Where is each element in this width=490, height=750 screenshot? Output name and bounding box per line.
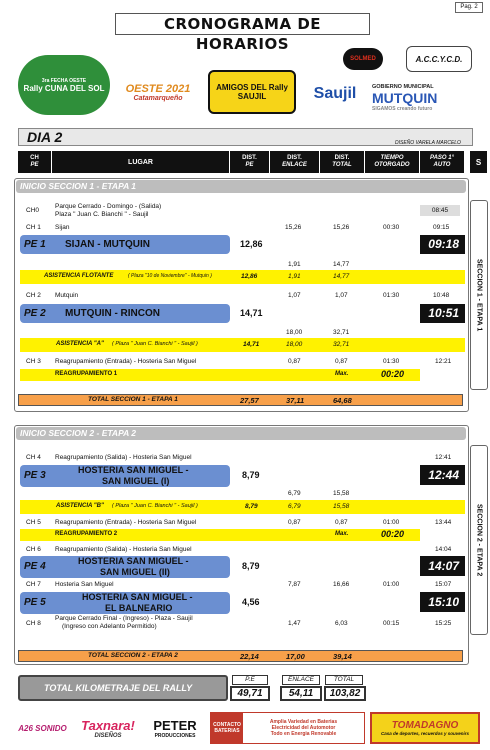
pe5-code: PE 5 [24,597,46,608]
asistencia-b-label: ASISTENCIA "B" [56,503,104,509]
total-section1-total: 64,68 [333,396,352,405]
asistencia-a-enlace: 18,00 [286,341,303,348]
section2-title: INICIO SECCION 2 - ETAPA 2 [16,427,466,440]
pe5-place-1: HOSTERIA SAN MIGUEL - [82,592,193,602]
ch6-place: Reagrupamiento (Salida) - Hosteria San Miguel [55,546,192,553]
ch5-total: 0,87 [335,519,348,526]
ch0-place-2: Plaza " Juan C. Bianchi " - Saujil [55,211,149,218]
asistencia-a-label: ASISTENCIA "A" [56,341,104,347]
asistencia-flotante-place: ( Plaza "10 de Noviembre" - Mutquin ) [128,273,212,279]
asistencia-b-pe: 8,79 [245,503,258,510]
ch1-place: Sijan [55,224,70,231]
ch7-enlace: 7,87 [288,581,301,588]
ch1-paso: 09:15 [433,224,450,231]
pe5-paso: 15:10 [420,592,465,612]
pe4-paso: 14:07 [420,556,465,576]
ch5-tiempo: 01:00 [383,519,400,526]
gobierno-text: GOBIERNO MUNICIPAL [372,84,434,90]
contacto-line2: Electricidad del Automotor [271,725,336,731]
header-dist-enlace-1: DIST. [287,155,302,161]
ch2-total: 1,07 [335,292,348,299]
asistencia-a-place: ( Plaza " Juan C. Bianchi " - Saujil ) [112,341,198,347]
ch0-code: CH0 [26,207,40,214]
rally-cuna-top: 3ra FECHA OESTE [41,77,87,84]
header-dist-enlace-2: ENLACE [282,162,307,168]
reagrupamiento1-tiempo: 00:20 [381,369,405,379]
pe1-paso: 09:18 [420,235,465,254]
header-tiempo-1: TIEMPO [380,155,404,161]
ch8-enlace: 1,47 [288,620,301,627]
ch1-tiempo: 00:30 [383,224,400,231]
contacto-info [243,719,364,737]
rally-cuna-name: Rally CUNA DEL SOL [23,83,105,93]
section1-side-label: SECCION 1 - ETAPA 1 [470,200,488,390]
header-dist-pe-1: DIST. [242,155,257,161]
header-dist-total-1: DIST. [334,155,350,161]
ch7-place: Hosteria San Miguel [55,581,114,588]
pe2-paso: 10:51 [420,304,465,323]
pe2-after-enlace: 18,00 [286,329,303,336]
total-section2-enlace: 17,00 [286,652,305,661]
ch4-code: CH 4 [26,454,41,461]
asistencia-a-pe: 14,71 [243,341,260,348]
reagrupamiento2-tiempo: 00:20 [381,529,405,539]
total-section2-pe: 22,14 [240,652,259,661]
pe5-dist: 4,56 [242,597,260,607]
tomadagno-sub: Casa de deportes, recuerdos y souvenirs [380,731,470,736]
ch4-paso: 12:41 [435,454,452,461]
ch2-code: CH 2 [26,292,41,299]
ch3-place: Reagrupamiento (Entrada) - Hosteria San Miguel [55,358,197,365]
contacto-logo [210,712,365,744]
ch2-tiempo: 01:30 [383,292,400,299]
ch1-total: 15,26 [333,224,350,231]
taxnara-logo [73,712,143,744]
total-section2-label: TOTAL SECCION 2 - ETAPA 2 [88,652,178,659]
page-number: Pag. 2 [455,2,483,13]
mutquin-text: MUTQUIN [372,90,438,106]
contacto-line1: Amplia Variedad en Baterias [269,719,338,725]
ch6-code: CH 6 [26,546,41,553]
header-paso [420,151,465,173]
grand-enlace-header: ENLACE [282,675,320,685]
ch8-place-2: (Ingreso con Adelanto Permitido) [62,623,157,630]
header-dist-enlace [270,151,320,173]
pe4-place-2: SAN MIGUEL (II) [100,567,170,577]
pe1-after-total: 14,77 [333,261,350,268]
acc-logo [406,46,472,72]
pe3-place-1: HOSTERIA SAN MIGUEL - [78,465,189,475]
reagrupamiento2-label: REAGRUPAMIENTO 2 [55,531,118,537]
peter-sub: PRODUCCIONES [154,732,196,739]
asistencia-b-total: 15,58 [333,503,350,510]
taxnara-sub: DISEÑOS [94,732,122,739]
pe3-place-2: SAN MIGUEL (I) [102,476,170,486]
header-s [470,151,488,173]
pe2-code: PE 2 [24,308,46,319]
ch3-enlace: 0,87 [288,358,301,365]
header-ch [18,151,52,173]
header-dist-pe-2: PE [245,162,254,168]
ch7-paso: 15:07 [435,581,452,588]
pe4-code: PE 4 [24,561,46,572]
pe5-place-2: EL BALNEARIO [105,603,173,613]
ch7-code: CH 7 [26,581,41,588]
header-paso-2: AUTO [433,162,451,168]
saujil-text: Saujil [313,85,357,102]
grand-pe-value: 49,71 [230,686,270,701]
asistencia-flotante-pe: 12,86 [241,273,258,280]
section1-title: INICIO SECCION 1 - ETAPA 1 [16,180,466,193]
peter-text: PETER [153,717,197,733]
pe3-code: PE 3 [24,470,46,481]
pe3-dist: 8,79 [242,470,260,480]
asistencia-b-enlace: 6,79 [288,503,301,510]
ch1-enlace: 15,26 [285,224,302,231]
reagrupamiento2-max: Max. [335,531,349,537]
asistencia-flotante-label: ASISTENCIA FLOTANTE [44,273,114,279]
asistencia-a-total: 32,71 [333,341,350,348]
rally-cuna-logo [18,55,110,115]
header-lugar-label: LUGAR [128,158,153,166]
grand-pe-header: P.E [232,675,268,685]
oeste-text: OESTE 2021 [125,82,191,95]
ch8-paso: 15:25 [435,620,452,627]
grand-total-label: TOTAL KILOMETRAJE DEL RALLY [44,683,193,693]
header-dist-total [320,151,365,173]
solmed-text: SOLMED [350,56,376,62]
tomadagno-text: TOMADAGNO [391,720,459,731]
a26-sonido-logo [15,712,70,744]
design-credit: DISEÑO VARELA MARCELO [395,140,461,146]
ch0-paso: 08:45 [420,205,460,216]
solmed-logo [343,48,383,70]
section2-side-label: SECCION 2 - ETAPA 2 [470,445,488,635]
amigos-rally-logo [208,70,296,114]
saujil-logo [305,76,365,112]
header-lugar [52,151,230,173]
ch7-total: 16,66 [333,581,350,588]
ch1-code: CH 1 [26,224,41,231]
ch3-tiempo: 01:30 [383,358,400,365]
ch7-tiempo: 01:00 [383,581,400,588]
peter-logo [145,712,205,744]
pe3-after-total: 15,58 [333,490,350,497]
total-section1-label: TOTAL SECCION 1 - ETAPA 1 [88,396,178,403]
header-pe-label: PE [30,162,39,168]
header-dist-pe [230,151,270,173]
header-ch-label: CH [30,155,39,161]
contacto-text: CONTACTO BATERIAS [213,722,241,734]
mutquin-logo [372,80,472,116]
ch2-paso: 10:48 [433,292,450,299]
ch5-enlace: 0,87 [288,519,301,526]
reagrupamiento1-max: Max. [335,371,349,377]
mutquin-sub: SIGAMOS creando futuro [372,106,433,112]
grand-total-header: TOTAL [325,675,363,685]
header-s-label: S [475,157,482,167]
total-section1-pe: 27,57 [240,396,259,405]
asistencia-flotante-enlace: 1,91 [288,273,301,280]
ch8-place-1: Parque Cerrado Final - (Ingreso) - Plaza - Saujil [55,615,193,622]
ch8-tiempo: 00:15 [383,620,400,627]
header-dist-total-2: TOTAL [332,162,352,168]
pe3-paso: 12:44 [420,465,465,485]
pe4-dist: 8,79 [242,561,260,571]
total-section1-enlace: 37,11 [286,396,305,405]
ch2-place: Mutquin [55,292,79,299]
ch3-code: CH 3 [26,358,41,365]
taxnara-text: Taxnara! [81,717,135,733]
day-banner: DIA 2 [18,128,473,146]
a26-text: A26 SONIDO [18,723,67,733]
ch5-paso: 13:44 [435,519,452,526]
contacto-line3: Todo en Energia Renovable [270,731,337,737]
pe3-after-enlace: 6,79 [288,490,301,497]
ch2-enlace: 1,07 [288,292,301,299]
ch8-code: CH 8 [26,620,41,627]
pe4-place-1: HOSTERIA SAN MIGUEL - [78,556,189,566]
ch4-place: Reagrupamiento (Salida) - Hosteria San Miguel [55,454,192,461]
ch3-total: 0,87 [335,358,348,365]
asistencia-b-place: ( Plaza " Juan C. Bianchi " - Saujil ) [112,503,198,509]
grand-enlace-value: 54,11 [280,686,322,701]
page-title: CRONOGRAMA DE HORARIOS [115,13,370,35]
pe2-place: MUTQUIN - RINCON [65,308,160,319]
pe2-dist: 14,71 [240,308,263,318]
ch3-paso: 12:21 [435,358,452,365]
grand-total-value: 103,82 [324,686,366,701]
ch0-place-1: Parque Cerrado - Domingo - (Salida) [55,203,162,210]
oeste-sub: Catamarqueño [133,94,183,102]
ch5-place: Reagrupamiento (Entrada) - Hosteria San Miguel [55,519,197,526]
oeste-logo [118,68,198,116]
contacto-badge [211,713,243,743]
header-paso-1: PASO 1° [430,155,454,161]
reagrupamiento1-label: REAGRUPAMIENTO 1 [55,371,118,377]
ch8-total: 6,03 [335,620,348,627]
pe1-place: SIJAN - MUTQUIN [65,239,150,250]
pe1-after-enlace: 1,91 [288,261,301,268]
pe1-dist: 12,86 [240,239,263,249]
ch6-paso: 14:04 [435,546,452,553]
amigos-text: AMIGOS DEL Rally SAUJIL [216,83,288,101]
pe1-code: PE 1 [24,239,46,250]
ch5-code: CH 5 [26,519,41,526]
total-section2-total: 39,14 [333,652,352,661]
tomadagno-logo [370,712,480,744]
header-tiempo [365,151,420,173]
asistencia-flotante-total: 14,77 [333,273,350,280]
pe2-after-total: 32,71 [333,329,350,336]
header-tiempo-2: OTORGADO [374,162,410,168]
acc-text: A.C.C.Y.C.D. [415,54,463,64]
